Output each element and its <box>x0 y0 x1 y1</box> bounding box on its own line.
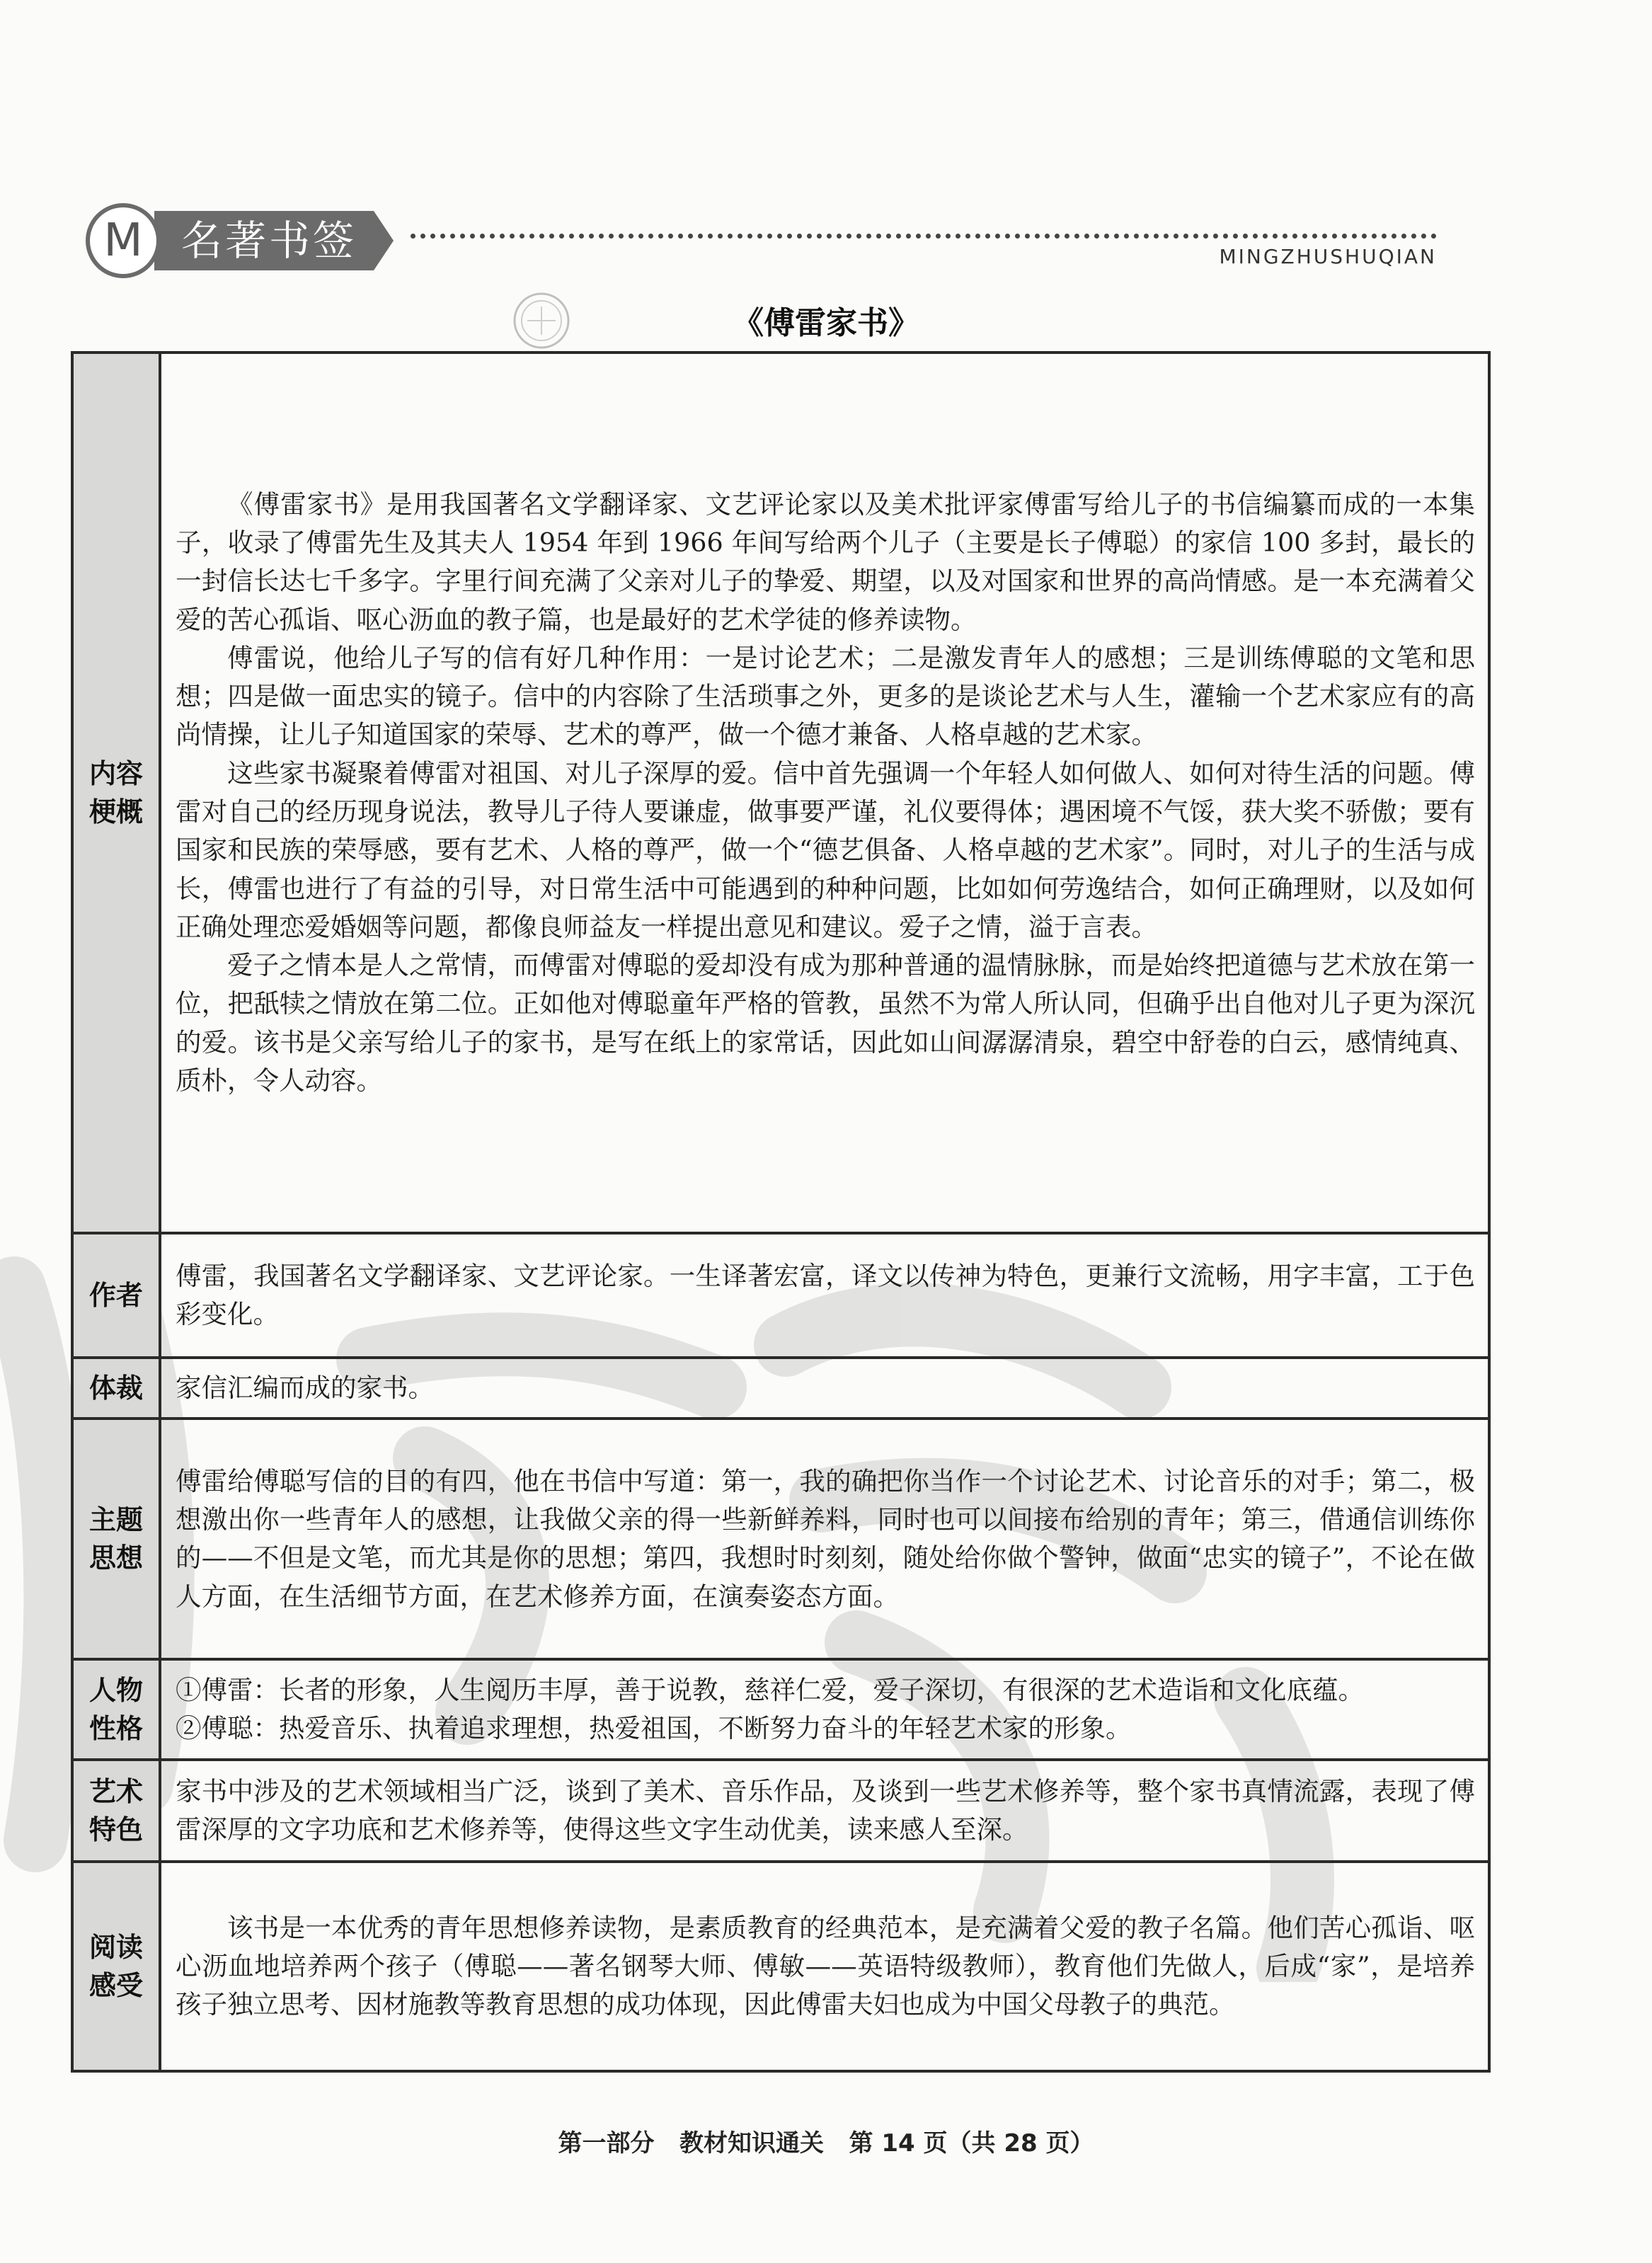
badge-letter: M <box>103 214 143 267</box>
stamp-icon <box>510 289 573 353</box>
section-banner <box>84 201 395 280</box>
summary-paragraph-3: 这些家书凝聚着傅雷对祖国、对儿子深厚的爱。信中首先强调一个年轻人如何做人、如何对待生活的问题。傅雷对自己的经历现身说法，教导儿子待人要谦虚，做事要严谨，礼仪要得体；遇困境不气馁，获大奖不骄傲；要有国家和民族的荣辱感，要有艺术、人格的尊严，做一个“德艺俱备、人格卓越的艺术家”。同时，对儿子的生活与成长，傅雷也进行了有益的引导，对日常生活中可能遇到的种种问题，比如如何劳逸结合，如何正确理财，以及如何正确处理恋爱婚姻等问题，都像良师益友一样提出意见和建议。爱子之情，溢于言表。 <box>176 757 1475 942</box>
author-paragraph: 傅雷，我国著名文学翻译家、文艺评论家。一生译著宏富，译文以传神为特色，更兼行文流畅，用字丰富，工于色彩变化。 <box>176 1260 1475 1329</box>
label-author: 作者 <box>72 1233 160 1358</box>
text-art-features <box>160 1760 1489 1862</box>
row-author <box>72 1233 1489 1358</box>
summary-paragraph-1: 《傅雷家书》是用我国著名文学翻译家、文艺评论家以及美术批评家傅雷写给儿子的书信编纂而成的一本集子，收录了傅雷先生及其夫人 1954 年到 1966 年间写给两个儿子（主要是长子傅聪）的家信 100 多封，最长的一封信长达七千多字。字里行间充满了父亲对儿子的挚爱、期望，以及对国家和世界的高尚情感。是一本充满着父爱的苦心孤诣、呕心沥血的教子篇，也是最好的艺术学徒的修养读物。 <box>176 488 1475 635</box>
genre-paragraph: 家信汇编而成的家书。 <box>176 1373 434 1403</box>
footer-section: 教材知识通关 <box>679 2129 824 2158</box>
row-characters <box>72 1659 1489 1760</box>
header-dotted-rule <box>411 234 1437 239</box>
text-characters <box>160 1659 1489 1760</box>
book-title: 《傅雷家书》 <box>733 305 919 341</box>
row-theme <box>72 1419 1489 1659</box>
text-author <box>160 1233 1489 1358</box>
row-art-features <box>72 1760 1489 1862</box>
summary-paragraph-2: 傅雷说，他给儿子写的信有好几种作用：一是讨论艺术；二是激发青年人的感想；三是训练傅聪的文笔和思想；四是做一面忠实的镜子。信中的内容除了生活琐事之外，更多的是谈论艺术与人生，灌输一个艺术家应有的高尚情操，让儿子知道国家的荣辱、艺术的尊严，做一个德才兼备、人格卓越的艺术家。 <box>176 642 1475 750</box>
summary-paragraph-4: 爱子之情本是人之常情，而傅雷对傅聪的爱却没有成为那种普通的温情脉脉，而是始终把道德与艺术放在第一位，把舐犊之情放在第二位。正如他对傅聪童年严格的管教，虽然不为常人所认同，但确乎出自他对儿子更为深沉的爱。该书是父亲写给儿子的家书，是写在纸上的家常话，因此如山间潺潺清泉，碧空中舒卷的白云，感情纯真、质朴，令人动容。 <box>176 950 1475 1096</box>
character-fucong: ②傅聪：热爱音乐、执着追求理想，热爱祖国，不断努力奋斗的年轻艺术家的形象。 <box>176 1713 1132 1744</box>
label-genre: 体裁 <box>72 1358 160 1419</box>
book-info-table <box>71 351 1491 2073</box>
footer-part: 第一部分 <box>558 2129 655 2158</box>
row-reading-feeling <box>72 1862 1489 2071</box>
row-summary <box>72 353 1489 1233</box>
art-features-paragraph: 家书中涉及的艺术领域相当广泛，谈到了美术、音乐作品，及谈到一些艺术修养等，整个家书真情流露，表现了傅雷深厚的文字功底和艺术修养等，使得这些文字生动优美，读来感人至深。 <box>176 1776 1475 1845</box>
page-footer <box>0 2124 1652 2158</box>
label-summary: 内容 梗概 <box>72 353 160 1233</box>
text-reading-feeling <box>160 1862 1489 2071</box>
text-summary <box>160 353 1489 1233</box>
text-genre <box>160 1358 1489 1419</box>
reading-feeling-paragraph: 该书是一本优秀的青年思想修养读物，是素质教育的经典范本，是充满着父爱的教子名篇。他们苦心孤诣、呕心沥血地培养两个孩子（傅聪——著名钢琴大师、傅敏——英语特级教师），教育他们先做人，后成“家”，是培养孩子独立思考、因材施教等教育思想的成功体现，因此傅雷夫妇也成为中国父母教子的典范。 <box>176 1912 1475 2020</box>
row-genre <box>72 1358 1489 1419</box>
character-fulei: ①傅雷：长者的形象，人生阅历丰厚，善于说教，慈祥仁爱，爱子深切，有很深的艺术造诣和文化底蕴。 <box>176 1675 1364 1705</box>
theme-paragraph: 傅雷给傅聪写信的目的有四，他在书信中写道：第一，我的确把你当作一个讨论艺术、讨论音乐的对手；第二，极想激出你一些青年人的感想，让我做父亲的得一些新鲜养料，同时也可以间接布给别的青年；第三，借通信训练你的——不但是文笔，而尤其是你的思想；第四，我想时时刻刻，随处给你做个警钟，做面“忠实的镜子”，不论在做人方面，在生活细节方面，在艺术修养方面，在演奏姿态方面。 <box>176 1465 1475 1612</box>
text-theme <box>160 1419 1489 1659</box>
section-title: 名著书签 <box>180 217 357 265</box>
section-pinyin: MINGZHUSHUQIAN <box>1219 245 1437 268</box>
label-characters: 人物 性格 <box>72 1659 160 1760</box>
footer-page-info: 第 14 页（共 28 页） <box>849 2129 1094 2158</box>
label-art-features: 艺术 特色 <box>72 1760 160 1862</box>
label-theme: 主题 思想 <box>72 1419 160 1659</box>
label-reading-feeling: 阅读 感受 <box>72 1862 160 2071</box>
